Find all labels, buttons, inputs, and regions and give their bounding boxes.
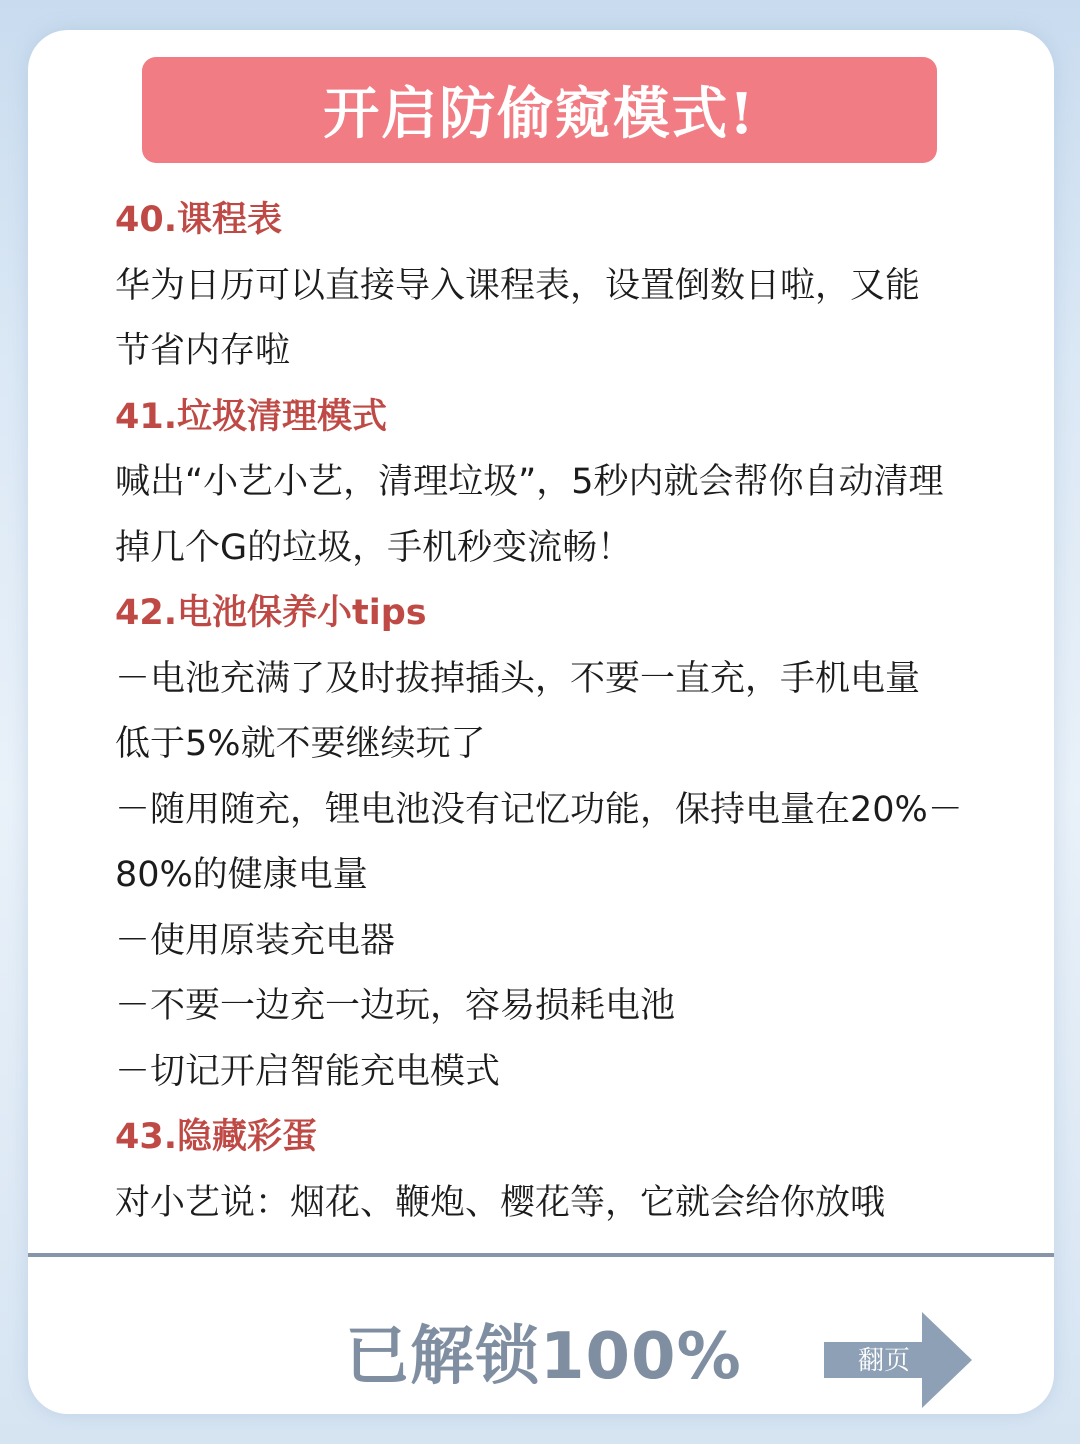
section-text-line: 喊出“小艺小艺，清理垃圾”，5秒内就会帮你自动清理 bbox=[115, 462, 944, 502]
section-text-line: 低于5%就不要继续玩了 bbox=[115, 724, 486, 764]
next-page-button[interactable] bbox=[824, 1312, 972, 1408]
tips-content bbox=[115, 188, 985, 1236]
section-text-line: 华为日历可以直接导入课程表，设置倒数日啦，又能 bbox=[115, 265, 921, 306]
section-heading: 42.电池保养小tips bbox=[115, 593, 427, 633]
section-heading: 41.垃圾清理模式 bbox=[115, 396, 388, 437]
progress-text: 已解锁100% bbox=[345, 1320, 742, 1394]
section-text-line: 掉几个G的垃圾，手机秒变流畅！ bbox=[115, 527, 633, 568]
next-page-label: 翻页 bbox=[857, 1346, 910, 1376]
section-text-line: －使用原装充电器 bbox=[115, 920, 396, 961]
section-text-line: －随用随充，锂电池没有记忆功能，保持电量在20%－ bbox=[115, 789, 963, 830]
section-heading: 40.课程表 bbox=[115, 200, 283, 240]
section-text-line: －切记开启智能充电模式 bbox=[115, 1051, 501, 1092]
section-text-line: 节省内存啦 bbox=[115, 331, 291, 371]
section-text-line: －不要一边充一边玩，容易损耗电池 bbox=[115, 986, 676, 1026]
footer-divider bbox=[28, 1253, 1054, 1257]
page-title: 开启防偷窥模式! bbox=[323, 81, 756, 147]
title-banner bbox=[142, 57, 937, 163]
section-text-line: －电池充满了及时拔掉插头，不要一直充，手机电量 bbox=[115, 658, 921, 699]
section-text-line: 80%的健康电量 bbox=[115, 855, 368, 895]
section-heading: 43.隐藏彩蛋 bbox=[115, 1117, 318, 1157]
section-text-line: 对小艺说：烟花、鞭炮、樱花等，它就会给你放哦 bbox=[115, 1182, 886, 1223]
